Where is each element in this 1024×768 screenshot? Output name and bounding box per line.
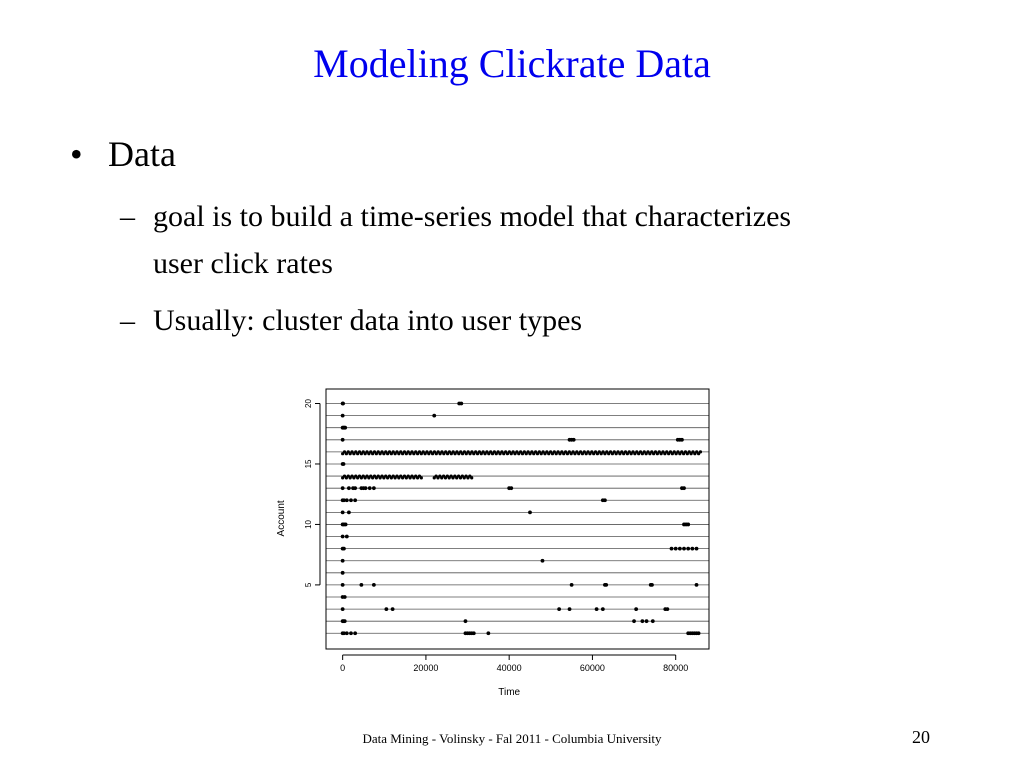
data-point	[509, 486, 513, 490]
data-point	[341, 402, 345, 406]
data-point	[601, 607, 605, 611]
bullet-data	[70, 133, 176, 175]
data-point	[349, 631, 353, 635]
data-point	[344, 523, 348, 527]
x-tick-label: 40000	[496, 663, 522, 673]
data-point	[650, 583, 654, 587]
data-point	[368, 486, 372, 490]
data-point	[472, 631, 476, 635]
data-point	[342, 547, 346, 551]
data-point	[699, 450, 702, 453]
x-tick-label: 0	[340, 663, 346, 673]
data-point	[341, 510, 345, 514]
slide-title: Modeling Clickrate Data	[313, 41, 711, 86]
subbullet-cluster	[120, 297, 820, 344]
x-axis	[340, 655, 688, 673]
data-point	[341, 559, 345, 563]
data-point	[342, 462, 346, 466]
data-point	[528, 510, 532, 514]
subbullet-text: goal is to build a time-series model that characterizes user click rates	[153, 200, 792, 280]
data-point	[341, 438, 345, 442]
data-points	[341, 402, 702, 636]
data-point	[353, 498, 357, 502]
data-point	[686, 547, 690, 551]
data-point	[372, 583, 376, 587]
data-point	[341, 607, 345, 611]
subbullet-text: Usually: cluster data into user types	[153, 304, 583, 337]
data-point	[359, 583, 363, 587]
x-tick-label: 80000	[663, 663, 689, 673]
data-point	[345, 498, 349, 502]
bullet-marker: •	[70, 134, 83, 174]
data-point	[674, 547, 678, 551]
data-point	[341, 571, 345, 575]
data-point	[364, 486, 368, 490]
footer: Data Mining - Volinsky - Fal 2011 - Columbia University	[362, 731, 662, 746]
scatter-chart	[270, 385, 720, 708]
data-point	[341, 583, 345, 587]
x-axis-label: Time	[498, 687, 521, 698]
data-point	[486, 631, 490, 635]
data-point	[682, 486, 686, 490]
data-point	[572, 438, 576, 442]
data-point	[682, 547, 686, 551]
data-point	[645, 619, 649, 623]
data-point	[634, 607, 638, 611]
y-tick-label: 5	[304, 582, 313, 588]
data-point	[432, 414, 436, 418]
data-point	[697, 631, 701, 635]
data-point	[391, 607, 395, 611]
y-tick-label: 15	[304, 459, 313, 469]
data-point	[341, 535, 345, 539]
data-point	[384, 607, 388, 611]
data-point	[557, 607, 561, 611]
data-point	[680, 438, 684, 442]
subbullet-marker: –	[120, 200, 135, 233]
data-point	[568, 607, 572, 611]
bullet-label: Data	[108, 134, 176, 174]
data-point	[464, 619, 468, 623]
data-point	[353, 486, 357, 490]
data-point	[678, 547, 682, 551]
data-point	[695, 583, 699, 587]
x-tick-label: 60000	[579, 663, 605, 673]
gridlines	[326, 404, 709, 634]
data-point	[347, 510, 351, 514]
y-tick-label: 20	[304, 399, 313, 408]
data-point	[341, 486, 345, 490]
data-point	[343, 595, 347, 599]
data-point	[345, 535, 349, 539]
data-point	[670, 547, 674, 551]
subbullet-goal	[120, 193, 820, 287]
data-point	[470, 476, 473, 479]
data-point	[420, 476, 423, 479]
data-point	[570, 583, 574, 587]
data-point	[343, 426, 347, 430]
x-tick-label: 20000	[413, 663, 439, 673]
y-axis-label: Account	[276, 500, 287, 537]
y-axis	[304, 399, 320, 588]
data-point	[695, 547, 699, 551]
subbullet-marker: –	[120, 304, 135, 337]
data-point	[345, 631, 349, 635]
data-point	[372, 486, 376, 490]
data-point	[603, 498, 607, 502]
data-point	[665, 607, 669, 611]
data-point	[343, 619, 347, 623]
data-point	[459, 402, 463, 406]
data-point	[541, 559, 545, 563]
data-point	[604, 583, 608, 587]
data-point	[686, 523, 690, 527]
data-point	[640, 619, 644, 623]
data-point	[632, 619, 636, 623]
data-point	[347, 486, 351, 490]
y-tick-label: 10	[304, 519, 313, 529]
data-point	[651, 619, 655, 623]
scatter-chart-svg	[270, 385, 720, 703]
data-point	[690, 547, 694, 551]
data-point	[353, 631, 357, 635]
data-point	[349, 498, 353, 502]
data-point	[595, 607, 599, 611]
data-point	[341, 414, 345, 418]
page-number: 20	[912, 727, 930, 747]
